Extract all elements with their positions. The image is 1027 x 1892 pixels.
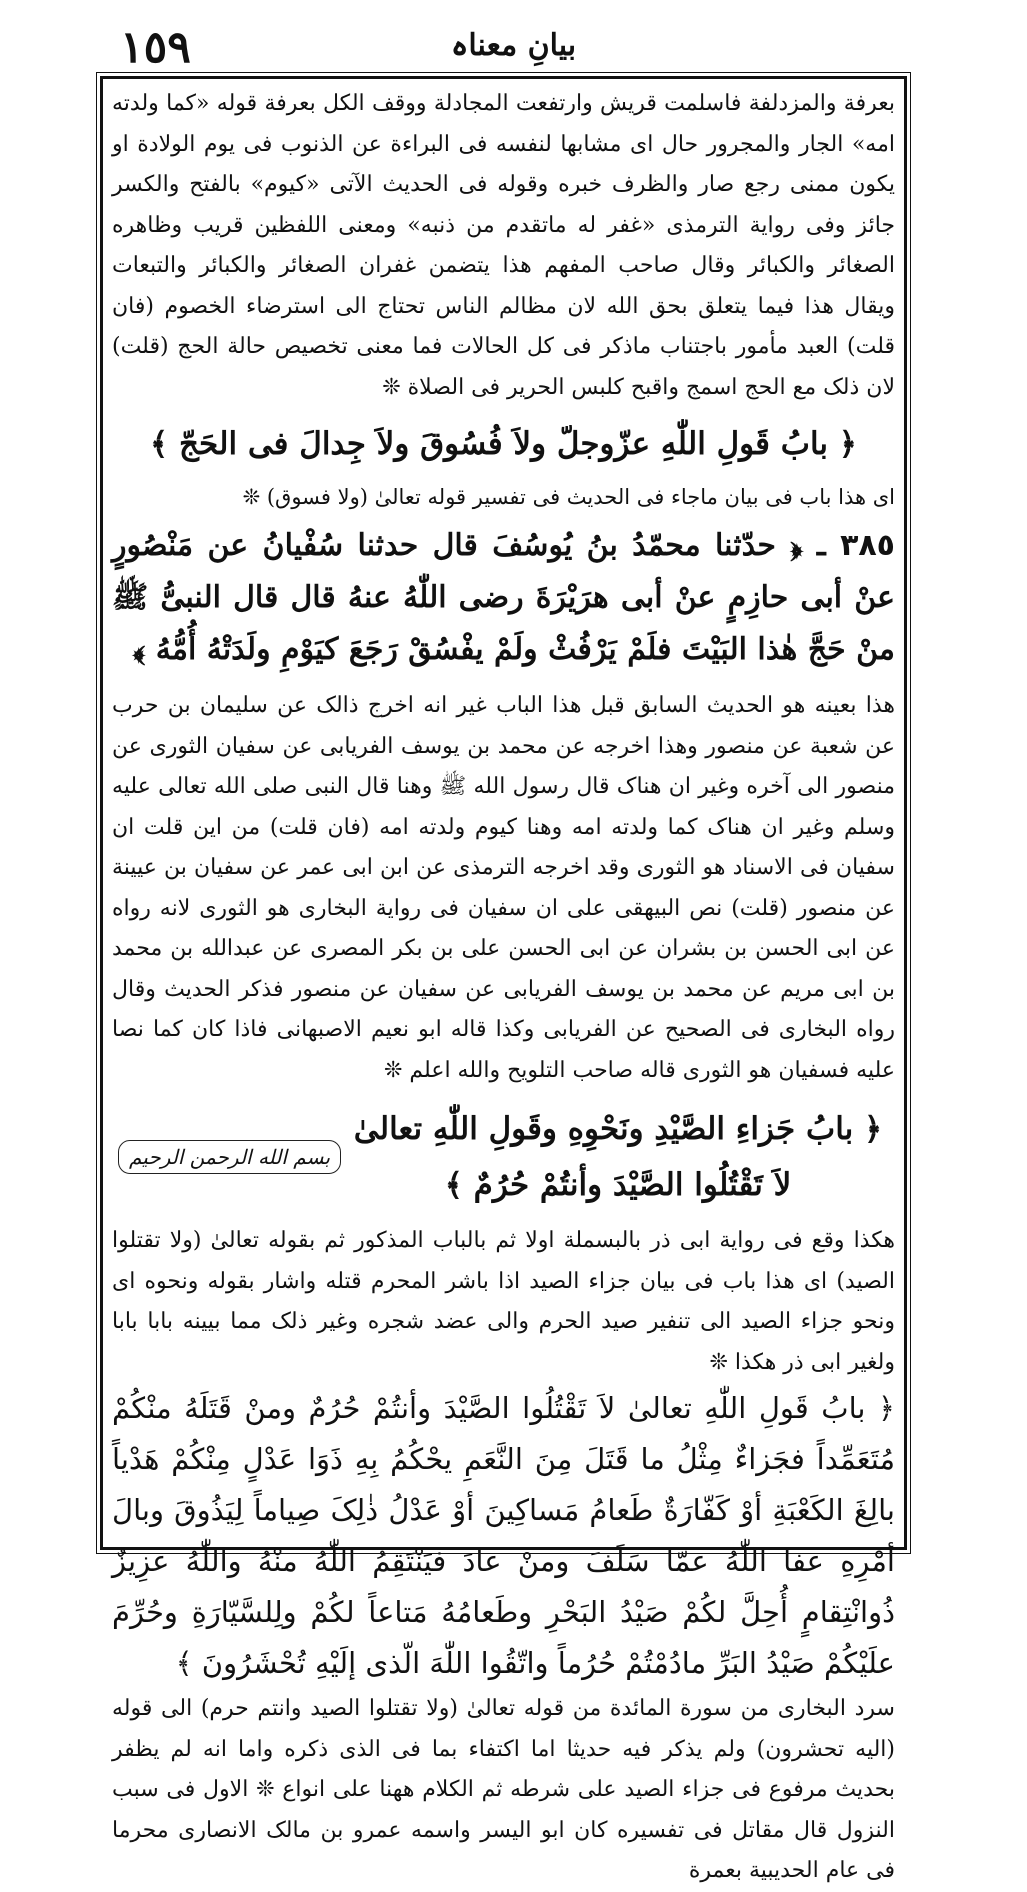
page-body bbox=[112, 84, 895, 1892]
hadith-number: ٣٨٥ bbox=[840, 528, 895, 563]
chapter-heading: ﴿ بابُ قَولِ اللّٰهِ عزّوجلّ ولاَ فُسُوقَ ولاَ جِدالَ فی الحَجّ ﴾ bbox=[150, 426, 857, 462]
page-number: ١٥٩ bbox=[120, 22, 191, 73]
commentary-paragraph: هکذا وقع فی روایة ابی ذر بالبسملة اولا ثم بالباب المذکور ثم بقوله تعالیٰ (ولا تقتلوا الصید) ای هذا باب فی بیان جزاء الصید اذا باشر المحرم قتله واشار بقوله ونحوه ای ونحو جزاء الصید الی تنفیر صید الحرم والی عضد شجره وغیر ذلک مما بیینه بابا بابا ولغیر ابی ذر هکذا ❊ bbox=[112, 1228, 895, 1375]
basmala-cartouche: بسم الله الرحمن الرحیم bbox=[118, 1140, 341, 1174]
running-title: بیانِ معناہ bbox=[450, 28, 577, 63]
quran-verse-heading: ﴿ بابُ قَولِ اللّٰهِ تعالیٰ لاَ تَقْتُلُوا الصَّیْدَ وأنتُمْ حُرُمٌ ومنْ قَتَلَهُ منْکُمْ مُتَعَمِّداً فجَزاءٌ مِثْلُ ما قَتَلَ مِنَ النَّعَمِ یحْکُمُ بِهِ ذَوَا عَدْلٍ مِنْکُمْ هَدْیاً بالِغَ الکَعْبَةِ أوْ کَفّارَةٌ طَعامُ مَساکِینَ أوْ عَدْلُ ذٰلِکَ صِیاماً لِیَذُوقَ وبالَ أمْرِهِ عفا اللّٰهُ عمّا سَلَفَ ومنْ عادَ فیَنْتَقِمُ اللّٰهُ منْهُ واللّٰهُ عزِیزٌ ذُوانْتِقامٍ أُحِلَّ لکُمْ صَیْدُ البَحْرِ وطَعامُهُ مَتاعاً لکُمْ ولِلسَّیّارَةِ وحُرِّمَ علَیْکُمْ صَیْدُ البَرِّ مادُمْتُمْ حُرُماً واتّقُوا اللّٰهَ الّذی إلَیْهِ تُحْشَرُونَ ﴾ bbox=[112, 1391, 895, 1680]
hadith-body: ﴿ حدّثنا محمّدُ بنُ یُوسُفَ قال حدثنا سُفْیانُ عن مَنْصُورٍ عنْ أبی حازِمٍ عنْ أبی هرَیْرَةَ رضی اللّٰهُ عنهُ قال قال النبیُّ ﷺ منْ حَجَّ هٰذا البَیْتَ فلَمْ یَرْفُثْ ولَمْ یفْسُقْ رَجَعَ کیَوْمِ ولَدَتْهُ أُمُّهُ ﴾ bbox=[112, 528, 895, 667]
chapter-heading: ﴿ بابُ جَزاءِ الصَّیْدِ ونَحْوِهِ وقَولِ اللّٰهِ تعالیٰ لاَ تَقْتُلُوا الصَّیْدَ وأنتُمْ حُرُمٌ ﴾ bbox=[353, 1111, 883, 1203]
commentary-paragraph: هذا بعینه هو الحدیث السابق قبل هذا الباب غیر انه اخرج ذالک عن سلیمان بن حرب عن شعبة عن منصور وهذا اخرجه عن محمد بن یوسف الفریابی عن سفیان الثوری عن منصور الی آخره وغیر ان هناک قال رسول الله ﷺ وهنا قال النبی صلی الله تعالی علیه وسلم وغیر ان هناک کما ولدته امه وهنا کیوم ولدته امه (فان قلت) من این قلت ان سفیان فی الاسناد هو الثوری وقد اخرجه الترمذی عن ابن ابی عمر عن سفیان بن عیینة عن منصور (قلت) نص البیهقی علی ان سفیان فی روایة البخاری هو الثوری لانه رواه عن ابی الحسن بن بشران عن ابی الحسن علی بن بکر المصری عن عبدالله بن محمد بن ابی مریم عن محمد بن یوسف الفریابی عن سفیان عن منصور فذکر الحدیث وقال رواه البخاری فی الصحیح عن الفریابی وکذا قاله ابو نعیم الاصبهانی فاذا کان کما نصا علیه فسفیان هو الثوری قاله صاحب التلویح والله اعلم ❊ bbox=[112, 693, 895, 1083]
chapter-explanation: ای هذا باب فی بیان ماجاء فی الحدیث فی تفسیر قوله تعالیٰ (ولا فسوق) ❊ bbox=[242, 485, 895, 509]
commentary-paragraph: سرد البخاری من سورة المائدة من قوله تعالیٰ (ولا تقتلوا الصید وانتم حرم) الی قوله (الیه تحشرون) ولم یذکر فیه حدیثا اما اکتفاء بما فی الذی ذکره واما انه لم یظفر بحدیث مرفوع فی جزاء الصید علی شرطه ثم الکلام ههنا علی انواع ❊ الاول فی سبب النزول قال مقاتل فی تفسیره کان ابو الیسر واسمه عمرو بن مالک الانصاری محرما فی عام الحدیبیة بعمرة bbox=[112, 1696, 895, 1883]
commentary-paragraph: بعرفة والمزدلفة فاسلمت قریش وارتفعت المجادلة ووقف الکل بعرفة قوله «کما ولدته امه» الجار والمجرور حال ای مشابها لنفسه فی البراءة عن الذنوب فی یوم الولادة او یکون ممنی رجع صار والظرف خبره وقوله فی الحدیث الآتی «کیوم» بالفتح والکسر جائز وفی روایة الترمذی «غفر له ماتقدم من ذنبه» ومعنی اللفظین قریب وظاهره الصغائر والکبائر وقال صاحب المفهم هذا یتضمن غفران الصغائر والکبائر والتبعات ویقال هذا فیما یتعلق بحق الله لان مظالم الناس تحتاج الی استرضاء الخصوم (فان قلت) العبد مأمور باجتناب ماذکر فی کل الحالات فما معنی تخصیص حالة الحج (قلت) لان ذلک مع الحج اسمج واقبح کلبس الحریر فی الصلاة ❊ bbox=[112, 91, 895, 400]
hadith-text: ٣٨٥ ـ ﴿ حدّثنا محمّدُ بنُ یُوسُفَ قال حدثنا سُفْیانُ عن مَنْصُورٍ عنْ أبی حازِمٍ عنْ أبی هرَیْرَةَ رضی اللّٰهُ عنهُ قال قال النبیُّ ﷺ منْ حَجَّ هٰذا البَیْتَ فلَمْ یَرْفُثْ ولَمْ یفْسُقْ رَجَعَ کیَوْمِ ولَدَتْهُ أُمُّهُ ﴾ bbox=[112, 528, 895, 667]
chapter-heading-row bbox=[112, 1101, 895, 1213]
